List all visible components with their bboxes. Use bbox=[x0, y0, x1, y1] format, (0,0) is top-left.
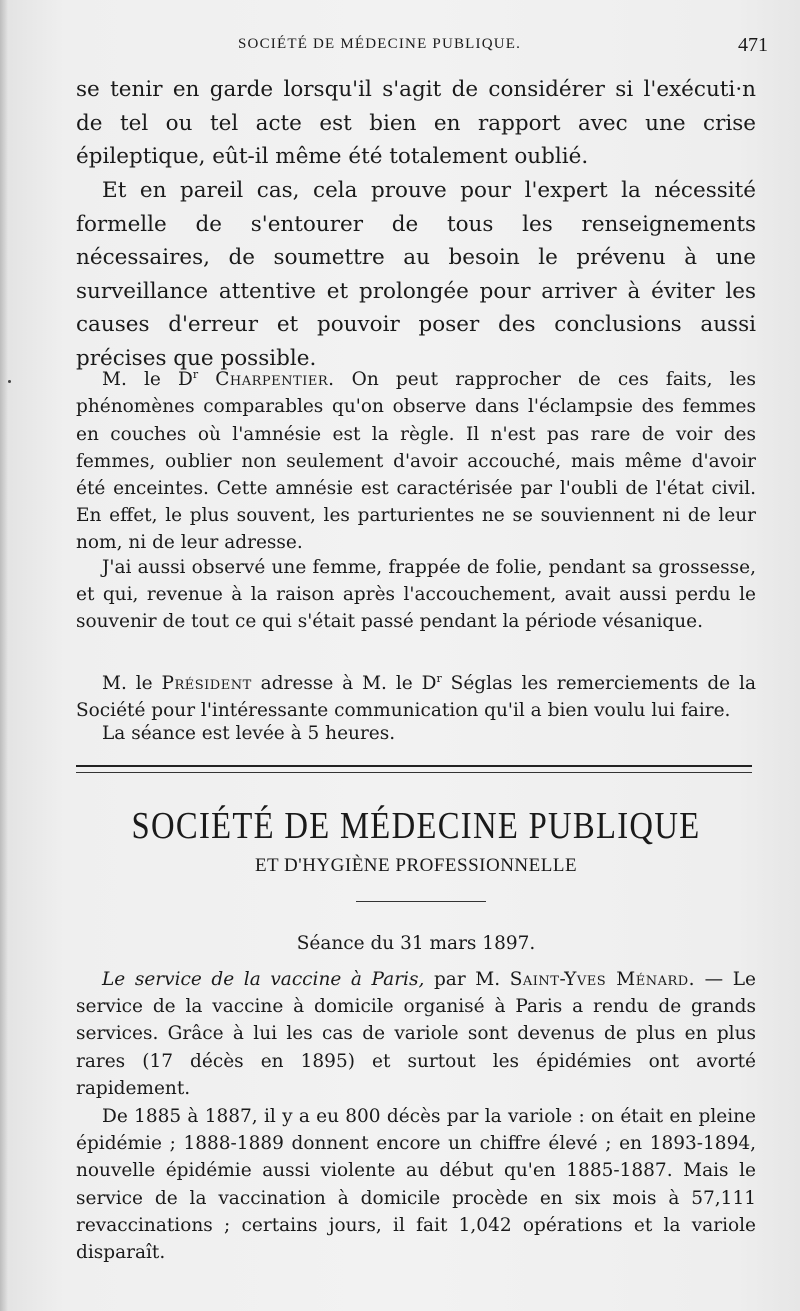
session-date: Séance du 31 mars 1897. bbox=[296, 933, 536, 954]
scan-speck bbox=[8, 380, 11, 383]
paragraph-continuation: se tenir en garde lorsqu'il s'agit de considérer si l'exécuti·n de tel ou tel acte est bien en rapport avec une crise épileptique, eût-il même été totalement oublié. bbox=[76, 77, 756, 169]
article-intro-text: — Le service de la vaccine à domicile organisé à Paris a rendu de grands services. Grâce à lui les cas de variole sont devenus de plus en plus rares (17 décès en 1895) et surtout les épidémies ont avorté rapidement. bbox=[76, 969, 756, 1099]
paragraph-vaccine-intro bbox=[76, 966, 756, 1102]
president-prefix: M. le bbox=[102, 673, 162, 695]
paragraph-closing: La séance est levée à 5 heures. bbox=[102, 723, 396, 744]
page-edge-shadow bbox=[0, 0, 8, 1311]
article-title: Le service de la vaccine à Paris, bbox=[102, 969, 425, 990]
president-text-a: adresse à M. le D bbox=[251, 673, 437, 695]
running-title: SOCIÉTÉ DE MÉDECINE PUBLIQUE. bbox=[238, 36, 522, 52]
speaker-name: Charpentier. bbox=[215, 369, 335, 391]
article-by: par M. bbox=[424, 969, 510, 990]
president-text-b: Séglas les remerciements de la Société pour l'intéressante communication qu'il a bien voulu lui faire. bbox=[76, 673, 756, 722]
paragraph-expert-necessity: Et en pareil cas, cela prouve pour l'expert la nécessité formelle de s'entourer de tous les renseignements nécessaires, de soumettre au besoin le prévenu à une surveillance attentive et prolongée pour arriver à éviter les causes d'erreur et pouvoir poser des conclusions aussi précises que possible. bbox=[76, 178, 756, 371]
president-sup: r bbox=[436, 672, 442, 685]
article-author: Saint-Yves Ménard. bbox=[509, 969, 696, 990]
paragraph-president bbox=[76, 665, 756, 725]
speaker-prefix: M. le D bbox=[102, 369, 193, 391]
president-name: Président bbox=[161, 673, 252, 695]
section-divider-bottom bbox=[76, 772, 752, 773]
paragraph-observation: J'ai aussi observé une femme, frappée de folie, pendant sa grossesse, et qui, revenue à la raison après l'accouchement, avait aussi perdu le souvenir de tout ce qui s'était passé pendant la période vésanique. bbox=[76, 557, 756, 633]
running-header bbox=[0, 34, 800, 60]
section-subtitle: ET D'HYGIÈNE PROFESSIONNELLE bbox=[254, 855, 578, 876]
section-title: SOCIÉTÉ DE MÉDECINE PUBLIQUE bbox=[131, 805, 701, 847]
paragraph-charpentier bbox=[76, 361, 756, 557]
speaker-title-sup: r bbox=[192, 368, 199, 381]
charpentier-text: On peut rapprocher de ces faits, les phénomènes comparables qu'on observe dans l'éclampsie des femmes en couches où l'amnésie est la règle. Il n'est pas rare de voir des femmes, oublier non seulement d'avoir accouché, mais même d'avoir été enceintes. Cette amnésie est caractérisée par l'oubli de l'état civil. En effet, le plus souvent, les parturientes ne se souviennent ni de leur nom, ni de leur adresse. bbox=[76, 369, 756, 554]
section-short-rule bbox=[356, 901, 486, 902]
page-number: 471 bbox=[738, 34, 768, 56]
section-divider-top bbox=[76, 765, 752, 767]
paragraph-vaccine-stats: De 1885 à 1887, il y a eu 800 décès par la variole : on était en pleine épidémie ; 1888-1889 donnent encore un chiffre élevé ; en 1893-1894, nouvelle épidémie aussi violente au début qu'en 1885-1887. Mais le service de la vaccination à domicile procède en six mois à 57,111 revaccinations ; certains jours, il fait 1,042 opérations et la variole disparaît. bbox=[76, 1106, 756, 1264]
